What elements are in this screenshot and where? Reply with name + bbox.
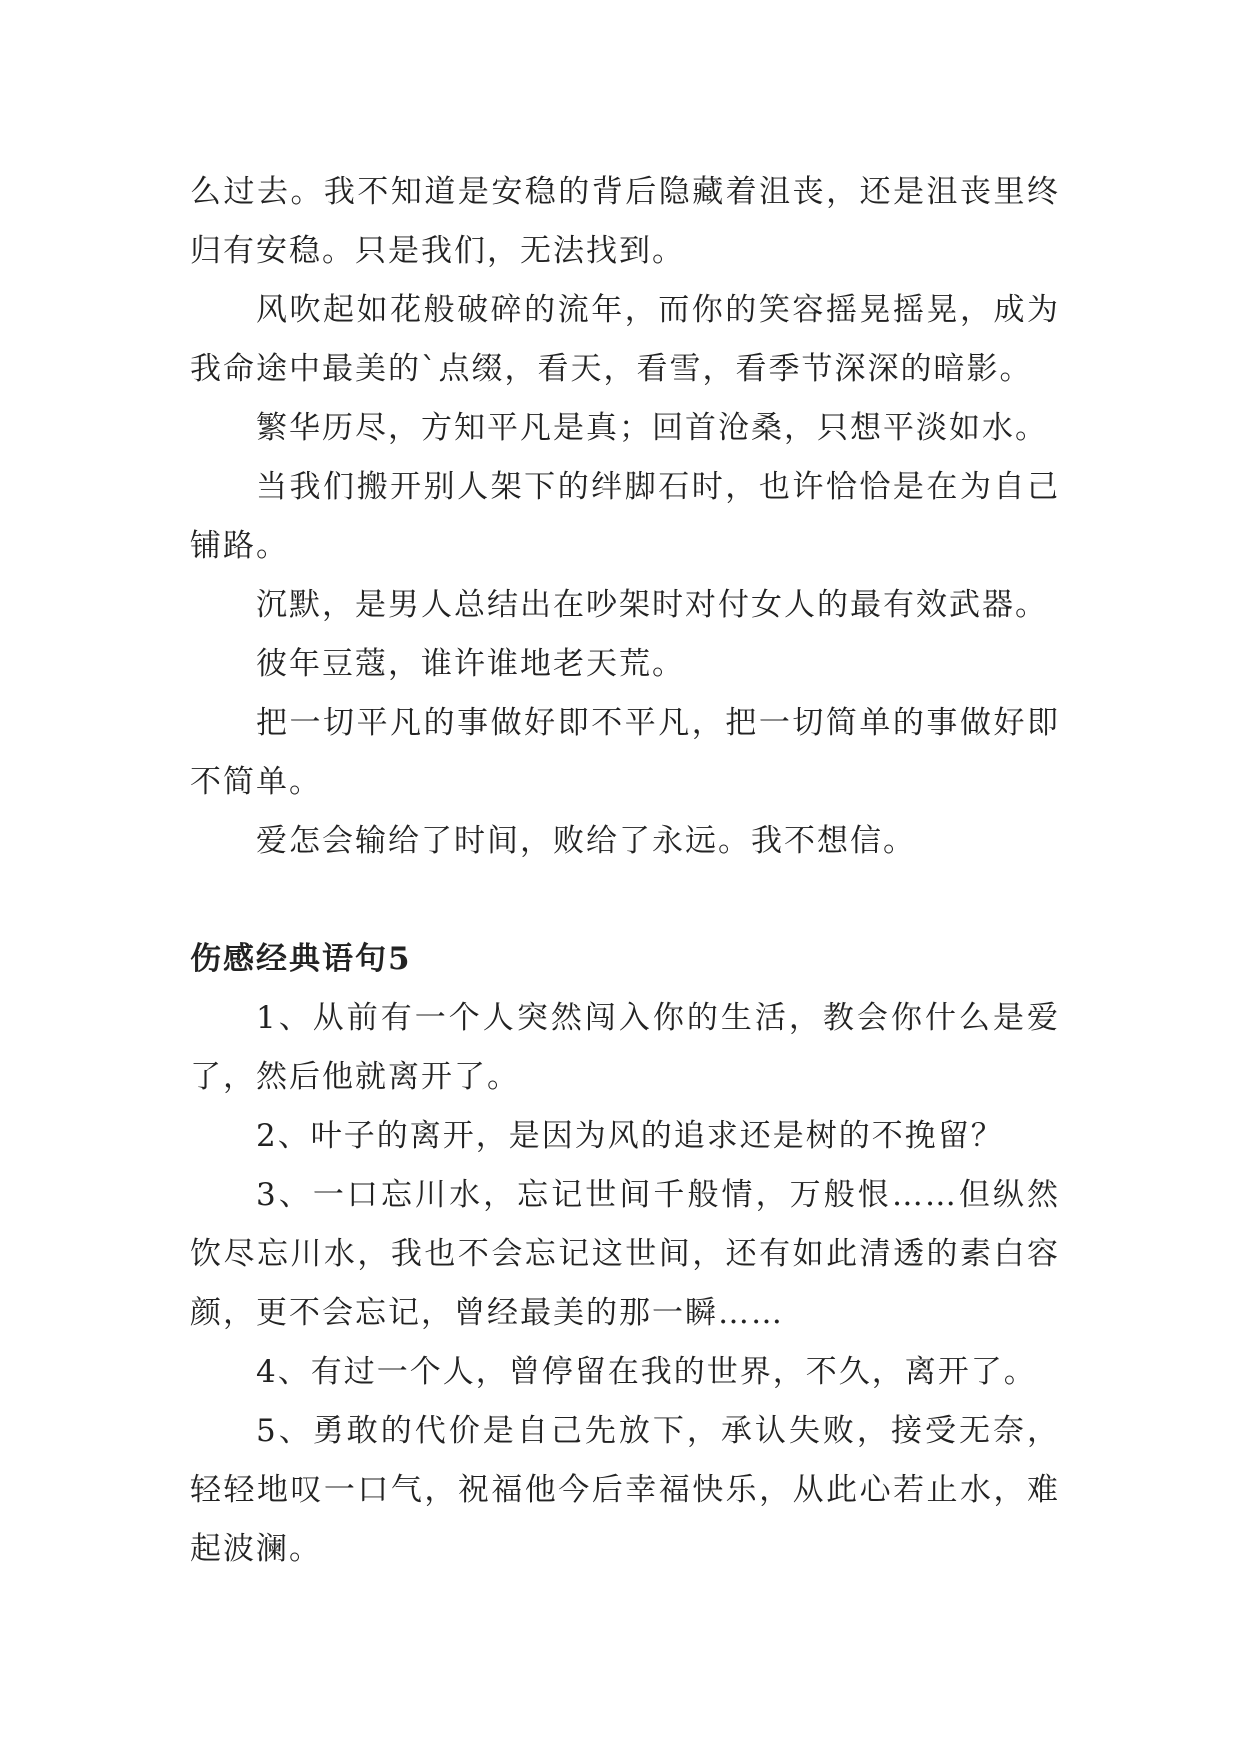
paragraph: 彼年豆蔻，谁许谁地老天荒。 — [256, 646, 685, 682]
list-paragraph: 1、从前有一个人突然闯入你的生活，教会你什么是爱了，然后他就离开了。 — [190, 1000, 1060, 1095]
document-body — [190, 163, 1060, 1579]
paragraph: 沉默，是男人总结出在吵架时对付女人的最有效武器。 — [256, 587, 1048, 623]
list-paragraph: 5、勇敢的代价是自己先放下，承认失败，接受无奈，轻轻地叹一口气，祝福他今后幸福快乐，从此心若止水，难起波澜。 — [190, 1413, 1060, 1567]
paragraph: 把一切平凡的事做好即不平凡，把一切简单的事做好即不简单。 — [190, 705, 1060, 800]
list-paragraph: 3、一口忘川水，忘记世间千般情，万般恨……但纵然饮尽忘川水，我也不会忘记这世间，还有如此清透的素白容颜，更不会忘记，曾经最美的那一瞬…… — [190, 1177, 1060, 1331]
paragraph: 风吹起如花般破碎的流年，而你的笑容摇晃摇晃，成为我命途中最美的`点缀，看天，看雪，看季节深深的暗影。 — [190, 292, 1060, 387]
list-paragraph: 2、叶子的离开，是因为风的追求还是树的不挽留？ — [256, 1118, 1004, 1154]
paragraph: 爱怎会输给了时间，败给了永远。我不想信。 — [256, 823, 916, 859]
section-gap — [190, 871, 1060, 930]
paragraph: 当我们搬开别人架下的绊脚石时，也许恰恰是在为自己铺路。 — [190, 469, 1060, 564]
paragraph: 繁华历尽，方知平凡是真；回首沧桑，只想平淡如水。 — [256, 410, 1048, 446]
paragraph-continued: 么过去。我不知道是安稳的背后隐藏着沮丧，还是沮丧里终归有安稳。只是我们，无法找到。 — [190, 174, 1060, 269]
list-paragraph: 4、有过一个人，曾停留在我的世界，不久，离开了。 — [256, 1354, 1037, 1390]
section-heading: 伤感经典语句5 — [190, 941, 412, 977]
